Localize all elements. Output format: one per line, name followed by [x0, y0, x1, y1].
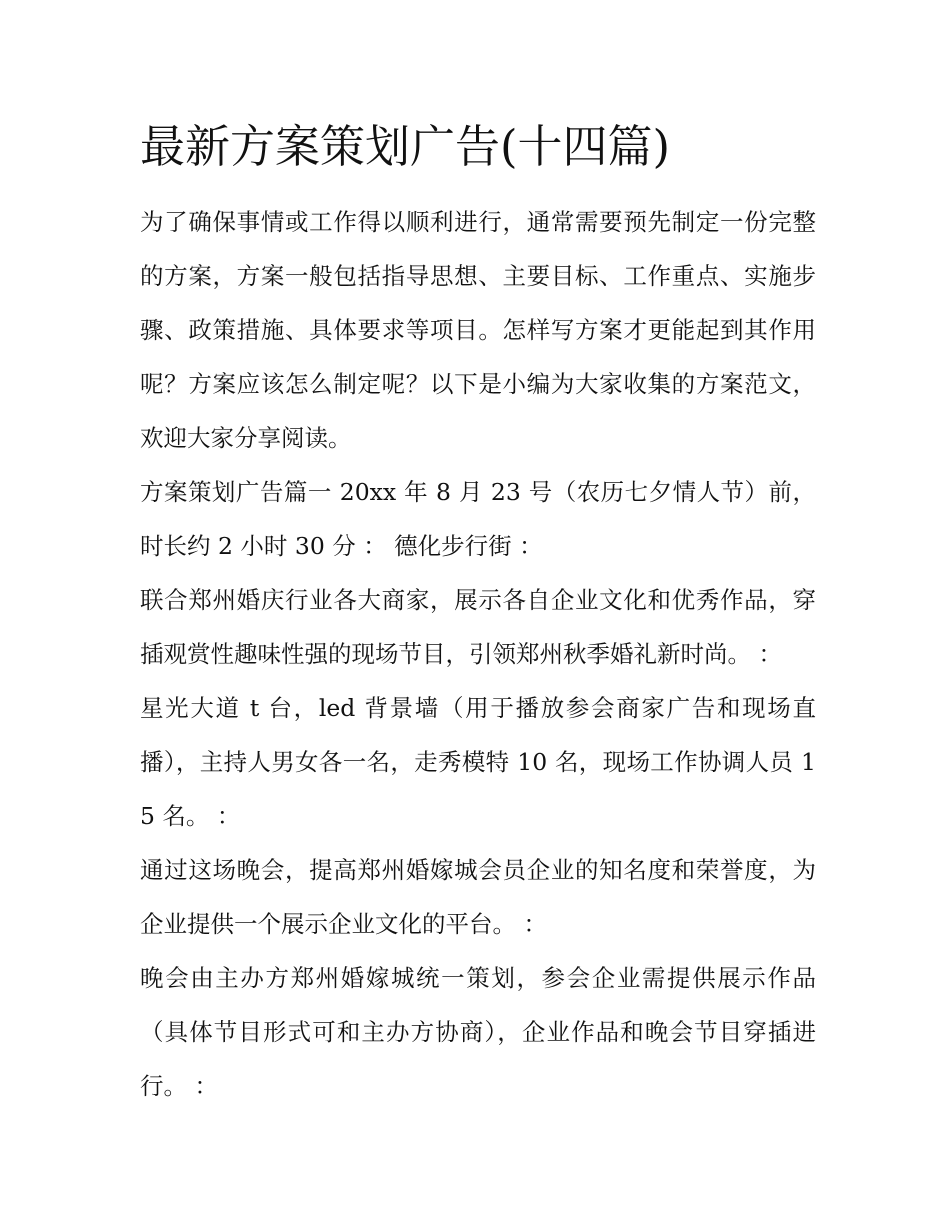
document-body	[140, 195, 816, 1113]
paragraph-intro: 为了确保事情或工作得以顺利进行，通常需要预先制定一份完整的方案，方案一般包括指导思想、主要目标、工作重点、实施步骤、政策措施、具体要求等项目。怎样写方案才更能起到其作用呢？方案应该怎么制定呢？以下是小编为大家收集的方案范文，欢迎大家分享阅读。	[140, 208, 816, 452]
paragraph-theme: 联合郑州婚庆行业各大商家，展示各自企业文化和优秀作品，穿插观赏性趣味性强的现场节目，引领郑州秋季婚礼新时尚。 ：	[140, 586, 816, 668]
paragraph-time-location: 方案策划广告篇一 20xx 年 8 月 23 号（农历七夕情人节）前，时长约 2 小时 30 分 ： 德化步行街 ：	[140, 478, 816, 560]
paragraph-setup: 星光大道 t 台，led 背景墙（用于播放参会商家广告和现场直播），主持人男女各一名，走秀模特 10 名，现场工作协调人员 15 名。 ：	[140, 694, 816, 830]
paragraph-purpose: 通过这场晚会，提高郑州婚嫁城会员企业的知名度和荣誉度，为企业提供一个展示企业文化的平台。 ：	[140, 856, 816, 938]
document-title: 最新方案策划广告(十四篇)	[140, 120, 671, 173]
paragraph-arrangement: 晚会由主办方郑州婚嫁城统一策划，参会企业需提供展示作品（具体节目形式可和主办方协商），企业作品和晚会节目穿插进行。 ：	[140, 964, 816, 1100]
